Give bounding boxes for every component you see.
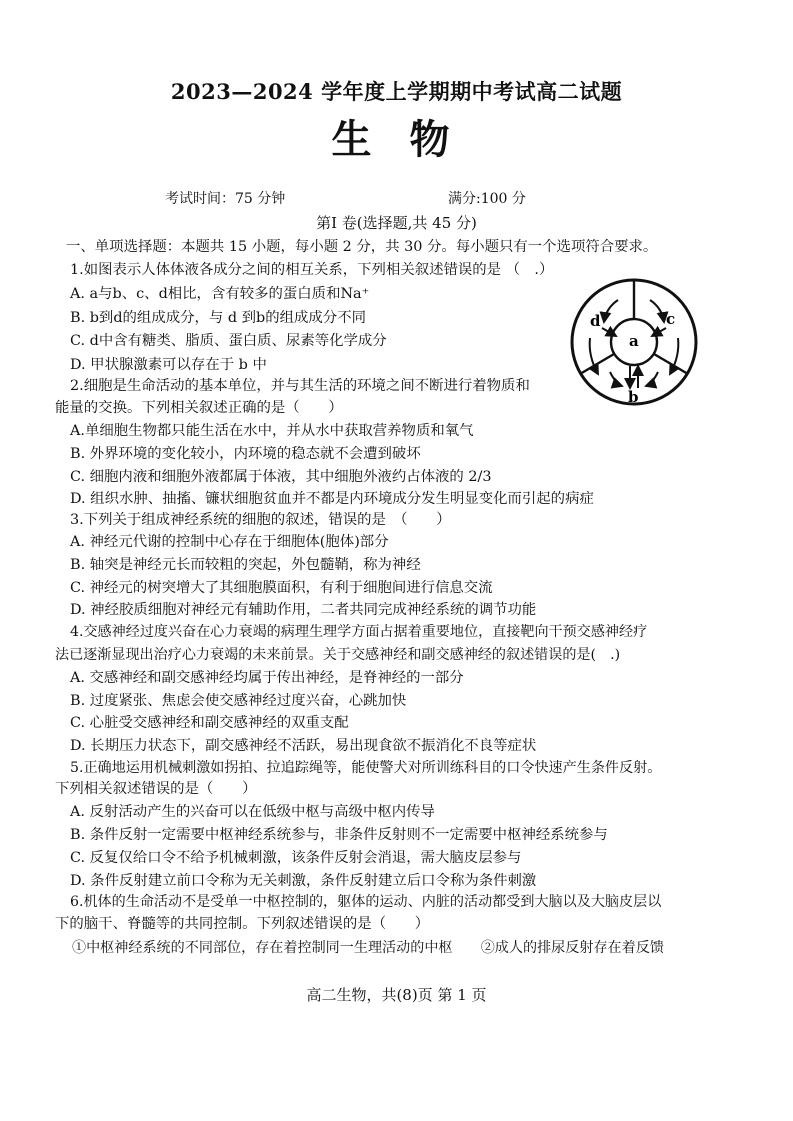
diagram-label-a: a bbox=[629, 332, 639, 350]
instruction-text: 一、单项选择题：本题共 15 小题，每小题 2 分，共 30 分。每小题只有一个选项符合要求。 bbox=[66, 239, 658, 255]
exam-time: 考试时间：75 分钟 bbox=[165, 191, 286, 207]
question-3-option-b: B. 轴突是神经元长而较粗的突起，外包髓鞘，称为神经 bbox=[70, 557, 421, 573]
question-1-option-b: B. b到d的组成成分，与 d 到b的组成成分不同 bbox=[70, 310, 366, 326]
section-title: 第Ⅰ 卷(选择题,共 45 分) bbox=[316, 214, 477, 232]
diagram-label-c: c bbox=[666, 310, 676, 328]
question-4-stem-line-2: 法已逐渐显现出治疗心力衰竭的未来前景。关于交感神经和副交感神经的叙述错误的是( .) bbox=[55, 647, 621, 663]
question-5-option-d: D. 条件反射建立前口令称为无关刺激，条件反射建立后口令称为条件刺激 bbox=[70, 873, 537, 889]
question-2-stem-line-2: 能量的交换。下列相关叙述正确的是（ ） bbox=[55, 400, 343, 416]
question-6-stem-line-1: 6.机体的生命活动不是受单一中枢控制的，躯体的运动、内脏的活动都受到大脑以及大脑皮层以 bbox=[70, 894, 662, 910]
question-4-option-b: B. 过度紧张、焦虑会使交感神经过度兴奋，心跳加快 bbox=[70, 693, 407, 709]
question-2-option-b: B. 外界环境的变化较小，内环境的稳态就不会遭到破坏 bbox=[70, 446, 421, 462]
question-1-option-c: C. d中含有糖类、脂质、蛋白质、尿素等化学成分 bbox=[70, 333, 387, 349]
question-4-option-c: C. 心脏受交感神经和副交感神经的双重支配 bbox=[70, 715, 349, 731]
question-5-option-c: C. 反复仅给口令不给予机械刺激，该条件反射会消退，需大脑皮层参与 bbox=[70, 850, 522, 866]
body-fluid-diagram bbox=[566, 278, 702, 408]
question-5-stem-line-1: 5.正确地运用机械刺激如拐拍、拉追踪绳等，能使警犬对所训练科目的口令快速产生条件反射。 bbox=[70, 760, 662, 776]
full-score: 满分:100 分 bbox=[448, 191, 526, 207]
question-6-statement-line: ①中枢神经系统的不同部位，存在着控制同一生理活动的中枢 ②成人的排尿反射存在着反馈 bbox=[72, 940, 664, 956]
question-4-option-d: D. 长期压力状态下，副交感神经不活跃，易出现食欲不振消化不良等症状 bbox=[70, 738, 537, 754]
question-1-option-a: A. a与b、c、d相比，含有较多的蛋白质和Na⁺ bbox=[70, 286, 370, 302]
question-4-option-a: A. 交感神经和副交感神经均属于传出神经，是脊神经的一部分 bbox=[70, 670, 464, 686]
question-5-option-a: A. 反射活动产生的兴奋可以在低级中枢与高级中枢内传导 bbox=[70, 804, 435, 820]
question-2-option-d: D. 组织水肿、抽搐、镰状细胞贫血并不都是内环境成分发生明显变化而引起的病症 bbox=[70, 491, 594, 507]
question-3-option-a: A. 神经元代谢的控制中心存在于细胞体(胞体)部分 bbox=[70, 534, 389, 550]
question-6-stem-line-2: 下的脑干、脊髓等的共同控制。下列叙述错误的是（ ） bbox=[55, 916, 430, 932]
question-3-option-d: D. 神经胶质细胞对神经元有辅助作用，二者共同完成神经系统的调节功能 bbox=[70, 602, 537, 618]
question-1-stem: 1.如图表示人体体液各成分之间的相互关系，下列相关叙述错误的是 （ .） bbox=[70, 262, 554, 278]
subject-title: 生 物 bbox=[331, 116, 462, 163]
question-3-option-c: C. 神经元的树突增大了其细胞膜面积，有利于细胞间进行信息交流 bbox=[70, 580, 493, 596]
question-2-option-c: C. 细胞内液和细胞外液都属于体液，其中细胞外液约占体液的 2/3 bbox=[70, 469, 492, 485]
question-5-option-b: B. 条件反射一定需要中枢神经系统参与，非条件反射则不一定需要中枢神经系统参与 bbox=[70, 827, 608, 843]
question-2-option-a: A.单细胞生物都只能生活在水中，并从水中获取营养物质和氧气 bbox=[70, 423, 474, 439]
question-3-stem: 3.下列关于组成神经系统的细胞的叙述，错误的是 （ ） bbox=[70, 512, 451, 528]
question-4-stem-line-1: 4.交感神经过度兴奋在心力衰竭的病理生理学方面占据着重要地位，直接靶向干预交感神经疗 bbox=[70, 624, 648, 640]
question-2-stem-line-1: 2.细胞是生命活动的基本单位，并与其生活的环境之间不断进行着物质和 bbox=[70, 378, 530, 394]
question-1-option-d: D. 甲状腺激素可以存在于 b 中 bbox=[70, 357, 267, 373]
question-5-stem-line-2: 下列相关叙述错误的是（ ） bbox=[55, 781, 257, 797]
page-footer: 高二生物，共(8)页 第 1 页 bbox=[306, 986, 487, 1004]
exam-title: 2023—2024 学年度上学期期中考试高二试题 bbox=[170, 79, 623, 104]
diagram-label-d: d bbox=[590, 312, 601, 330]
diagram-label-b: b bbox=[628, 388, 639, 406]
